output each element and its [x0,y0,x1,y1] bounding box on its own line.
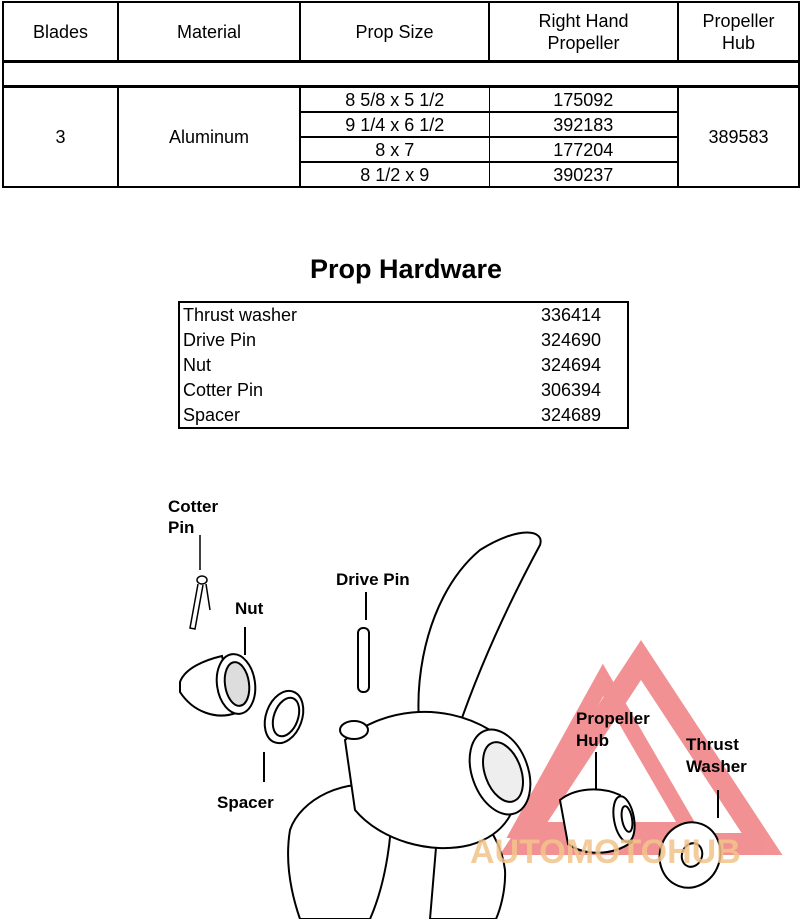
header-prop-size: Prop Size [300,2,489,62]
hardware-row [180,303,627,328]
header-right-hand-propeller [489,2,678,62]
nut-part [180,627,259,716]
label-spacer: Spacer [217,793,274,812]
label-hub-line2: Hub [576,731,610,750]
spacer-row [3,62,799,87]
hardware-row [180,403,627,428]
hardware-table [178,301,629,429]
hardware-title: Prop Hardware [309,254,503,284]
header-right-hand-line1: Right Hand [538,10,629,31]
hardware-part-number: 324690 [541,330,602,350]
drive-pin-part [358,592,369,692]
part-number-cell: 175092 [489,87,678,113]
hardware-name: Thrust washer [183,305,298,325]
hardware-name: Nut [183,355,212,375]
header-blades: Blades [3,2,118,62]
header-material: Material [118,2,300,62]
part-number-cell: 392183 [489,112,678,137]
hardware-part-number: 324689 [541,405,602,425]
hub-cell: 389583 [678,87,799,188]
label-cotter-line2: Pin [168,518,195,537]
propeller-table [2,1,800,188]
hardware-name: Cotter Pin [183,380,264,400]
prop-size-cell: 8 x 7 [300,137,489,162]
prop-size-cell: 8 1/2 x 9 [300,162,489,187]
label-cotter-line1: Cotter [168,497,219,516]
watermark-text: AUTOMOTOHUB [470,833,741,871]
cotter-pin-part [190,535,210,629]
label-drive-pin: Drive Pin [336,570,410,589]
label-hub-line1: Propeller [576,709,650,728]
exploded-prop-diagram [0,470,800,919]
header-hub-line1: Propeller [702,10,775,31]
part-number-cell: 390237 [489,162,678,187]
table-row [3,87,799,113]
header-hub-line2: Hub [721,32,756,53]
spacer-part [258,685,310,782]
part-number-cell: 177204 [489,137,678,162]
label-washer-line2: Washer [686,757,747,776]
label-washer-line1: Thrust [686,735,739,754]
hardware-row [180,353,627,378]
hardware-row [180,378,627,403]
hardware-row [180,328,627,353]
header-right-hand-line2: Propeller [547,32,620,53]
hardware-part-number: 324694 [541,355,602,375]
prop-size-cell: 8 5/8 x 5 1/2 [300,87,489,113]
hardware-name: Drive Pin [183,330,257,350]
prop-size-cell: 9 1/4 x 6 1/2 [300,112,489,137]
blades-cell: 3 [3,87,118,188]
label-nut: Nut [235,599,264,618]
material-cell: Aluminum [118,87,300,188]
hardware-name: Spacer [183,405,241,425]
header-propeller-hub [678,2,799,62]
hardware-part-number: 306394 [541,380,602,400]
hardware-part-number: 336414 [541,305,602,325]
